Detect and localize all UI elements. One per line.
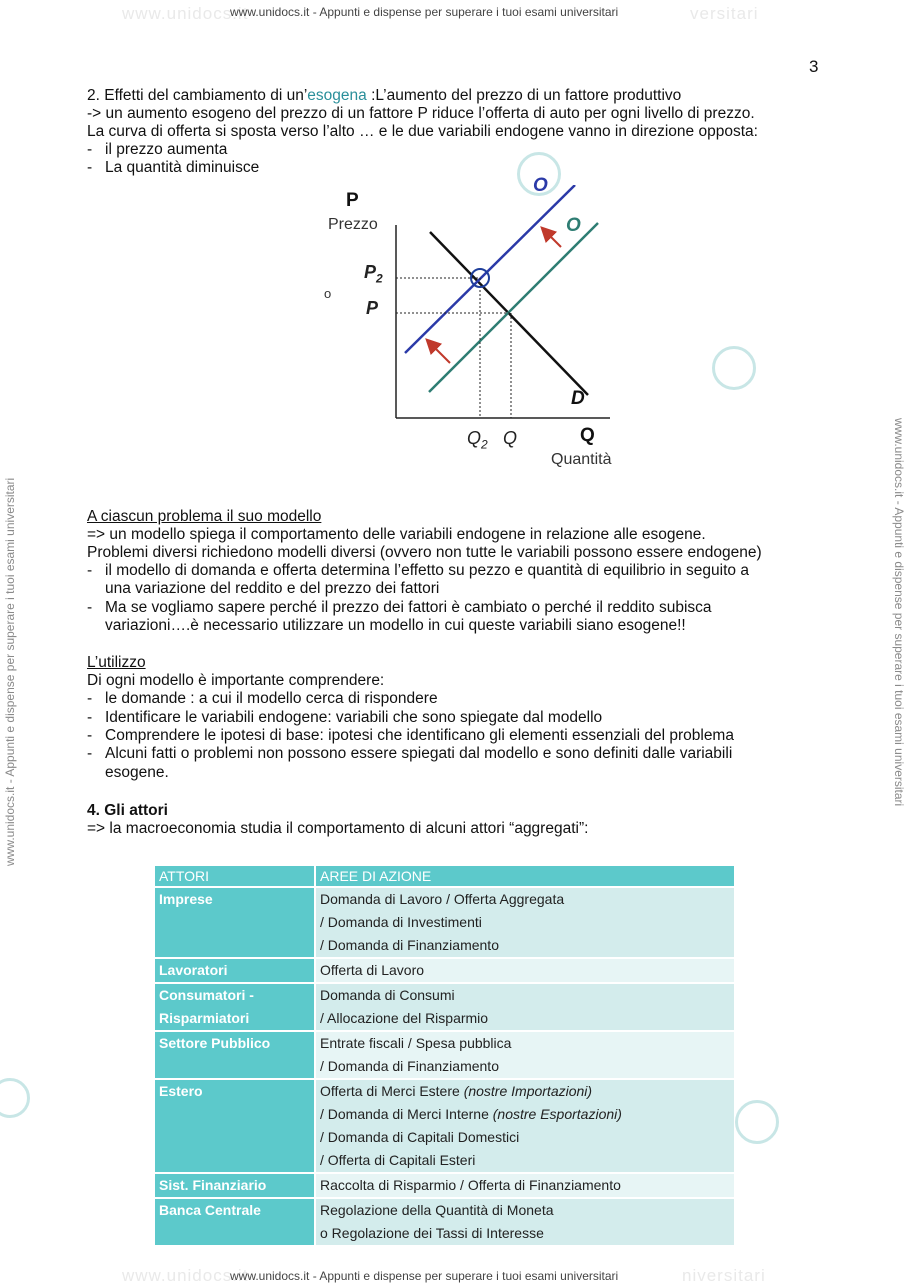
table-row: [155, 983, 734, 1031]
p-label: P: [366, 298, 379, 318]
area-cell: / Domanda di Capitali Domestici: [320, 1129, 520, 1145]
section2-line-2: La curva di offerta si sposta verso l’alto … e le due variabili endogene vanno in direzione opposta:: [87, 123, 758, 140]
supply-curve-shifted: [405, 185, 575, 353]
actor-cell: Settore Pubblico: [159, 1035, 271, 1051]
area-cell: / Offerta di Capitali Esteri: [320, 1152, 476, 1168]
left-side-watermark: www.unidocs.it - Appunti e dispense per superare i tuoi esami universitari: [3, 477, 17, 866]
use-section-title: L’utilizzo: [87, 654, 146, 671]
area-cell: / Domanda di Finanziamento: [320, 1058, 499, 1074]
actor-cell: Imprese: [159, 891, 213, 907]
actor-cell: Risparmiatori: [159, 1010, 250, 1026]
table-row: [155, 1079, 734, 1173]
y-axis-symbol: P: [346, 190, 359, 211]
area-cell: Offerta di Lavoro: [320, 962, 425, 978]
actor-cell: Consumatori -: [159, 987, 254, 1003]
actors-table: [155, 866, 734, 1247]
table-header-actors: ATTORI: [155, 866, 315, 887]
use-line-1: Di ogni modello è importante comprendere:: [87, 672, 385, 689]
header-watermark: www.unidocs.it - Appunti e dispense per superare i tuoi esami universitari: [230, 5, 619, 19]
y-axis-label: Prezzo: [328, 216, 378, 233]
area-cell: Offerta di Merci Estere (nostre Importazioni): [320, 1083, 593, 1099]
area-cell: Raccolta di Risparmio / Offerta di Finanziamento: [320, 1177, 621, 1193]
supply-shifted-label: O: [533, 175, 548, 196]
x-axis-symbol: Q: [580, 425, 595, 446]
watermark-logo-icon: [735, 1100, 779, 1144]
area-cell: Regolazione della Quantità di Moneta: [320, 1202, 554, 1218]
section4-line-1: => la macroeconomia studia il comportamento di alcuni attori “aggregati”:: [87, 820, 589, 837]
shift-arrow-lower: [428, 341, 450, 363]
stray-mark: o: [324, 286, 332, 301]
area-cell: Domanda di Consumi: [320, 987, 455, 1003]
actor-cell: Sist. Finanziario: [159, 1177, 267, 1193]
p2-label: $P_2$: [364, 262, 383, 286]
section2-title-keyword: esogena: [307, 87, 367, 104]
table-row: [155, 1173, 734, 1198]
area-cell: Entrate fiscali / Spesa pubblica: [320, 1035, 512, 1051]
ghost-watermark-top: www.unidocs.it: [122, 4, 249, 23]
right-side-watermark: www.unidocs.it - Appunti e dispense per superare i tuoi esami universitari: [892, 418, 906, 807]
actor-cell: Estero: [159, 1083, 203, 1099]
model-section-title: A ciascun problema il suo modello: [87, 508, 322, 525]
footer-watermark: www.unidocs.it - Appunti e dispense per superare i tuoi esami universitari: [230, 1269, 619, 1283]
shift-arrow-upper: [543, 229, 561, 247]
ghost-watermark-bottom-right: niversitari: [682, 1266, 766, 1285]
area-cell: Domanda di Lavoro / Offerta Aggregata: [320, 891, 565, 907]
section4-title: 4. Gli attori: [87, 802, 168, 819]
q-label: Q: [503, 428, 518, 448]
ghost-watermark-bottom: www.unidocs.it: [122, 1266, 249, 1285]
section2-title: 2. Effetti del cambiamento di un’esogena :L’aumento del prezzo di un fattore produttivo: [87, 87, 682, 104]
table-header-areas: AREE DI AZIONE: [315, 866, 734, 887]
actor-cell: Banca Centrale: [159, 1202, 261, 1218]
model-line-2: Problemi diversi richiedono modelli diversi (ovvero non tutte le variabili possono essere endogene): [87, 544, 762, 561]
table-row: [155, 1031, 734, 1079]
area-cell: / Allocazione del Risparmio: [320, 1010, 489, 1026]
x-axis-label: Quantità: [551, 451, 612, 468]
q2-label: $Q_2$: [467, 428, 488, 452]
table-header-row: [155, 866, 734, 887]
model-bullet-1-cont: una variazione del reddito e del prezzo dei fattori: [105, 580, 440, 597]
model-line-1: => un modello spiega il comportamento delle variabili endogene in relazione alle esogene.: [87, 526, 706, 543]
watermark-logo-icon: [0, 1078, 30, 1118]
model-bullet-2-cont: variazioni….è necessario utilizzare un modello in cui queste variabili siano esogene!!: [105, 617, 686, 634]
area-cell: / Domanda di Investimenti: [320, 914, 482, 930]
table-row: [155, 887, 734, 958]
section2-line-1: -> un aumento esogeno del prezzo di un fattore P riduce l’offerta di auto per ogni livello di prezzo.: [87, 105, 755, 122]
watermark-logo-icon: [712, 346, 756, 390]
use-bullet-4-cont: esogene.: [105, 764, 169, 781]
area-cell: / Domanda di Finanziamento: [320, 937, 499, 953]
supply-curve-original: [429, 223, 598, 392]
demand-label: D: [571, 388, 585, 409]
area-cell: o Regolazione dei Tassi di Interesse: [320, 1225, 544, 1241]
page-number: 3: [809, 57, 819, 76]
actor-cell: Lavoratori: [159, 962, 228, 978]
ghost-watermark-top-right: versitari: [690, 4, 759, 23]
table-row: [155, 958, 734, 983]
area-cell: / Domanda di Merci Interne (nostre Esportazioni): [320, 1106, 622, 1122]
supply-original-label: O: [566, 215, 581, 236]
table-row: [155, 1198, 734, 1246]
